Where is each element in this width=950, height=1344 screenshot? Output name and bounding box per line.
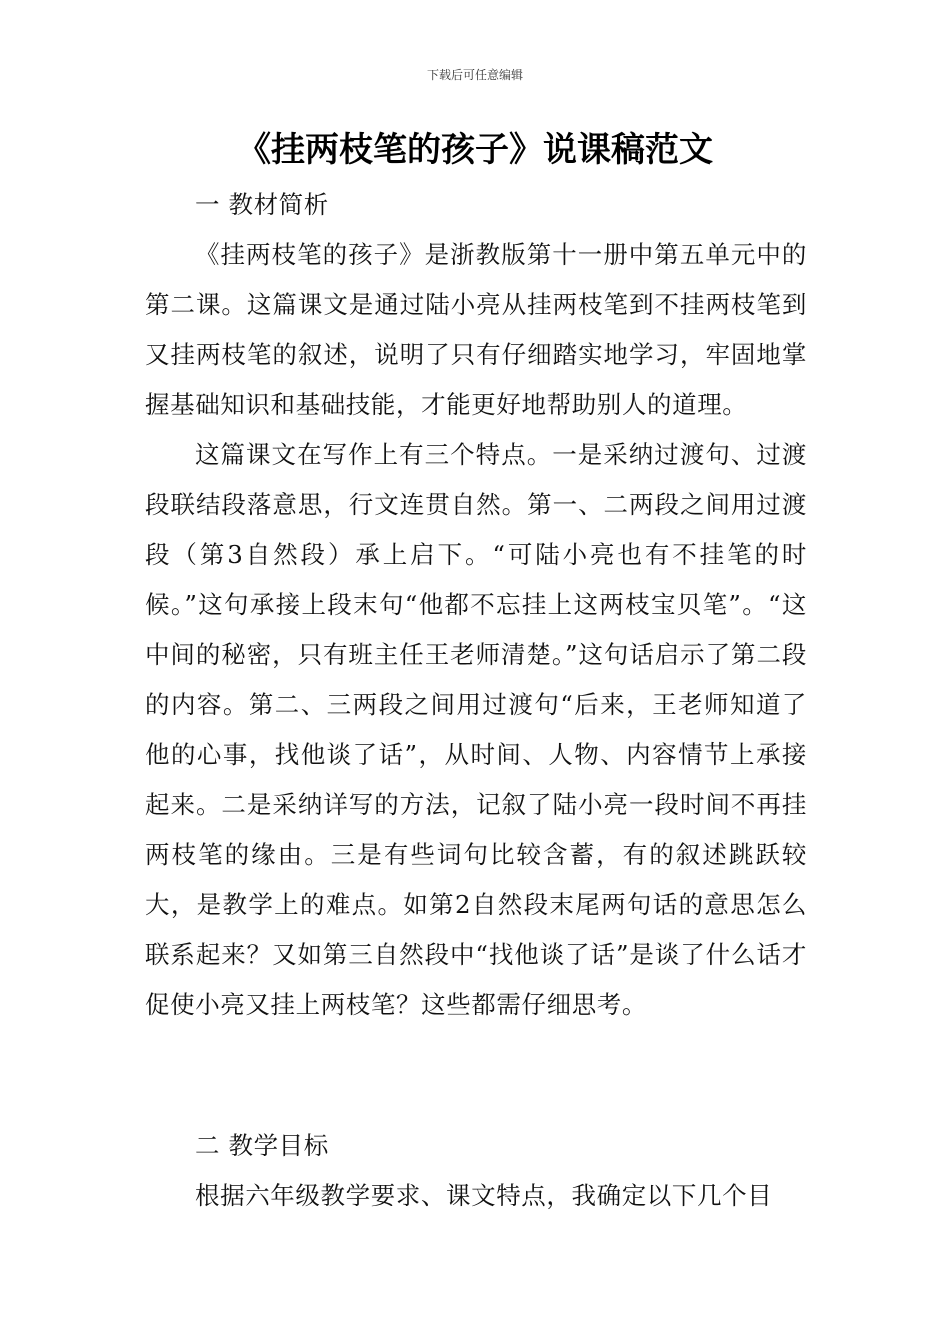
section-textbook-analysis: [145, 180, 807, 1030]
section-heading: 二 教学目标: [195, 1131, 329, 1160]
header-note: 下载后可任意编辑: [426, 68, 523, 82]
section-heading: 一 教材简析: [195, 190, 329, 219]
paragraph: 这篇课文在写作上有三个特点。一是采纳过渡句、过渡段联结段落意思，行文连贯自然。第一、二两段之间用过渡段（第3自然段）承上启下。“可陆小亮也有不挂笔的时候。”这句承接上段末句“他都不忘挂上这两枝宝贝笔”。“这中间的秘密，只有班主任王老师清楚。”这句话启示了第二段的内容。第二、三两段之间用过渡句“后来，王老师知道了他的心事，找他谈了话”，从时间、人物、内容情节上承接起来。二是采纳详写的方法，记叙了陆小亮一段时间不再挂两枝笔的缘由。三是有些词句比较含蓄，有的叙述跳跃较大，是教学上的难点。如第2自然段末尾两句话的意思怎么联系起来？又如第三自然段中“找他谈了话”是谈了什么话才促使小亮又挂上两枝笔？这些都需仔细思考。: [145, 440, 807, 1019]
paragraph: 《挂两枝笔的孩子》是浙教版第十一册中第五单元中的第二课。这篇课文是通过陆小亮从挂两枝笔到不挂两枝笔到又挂两枝笔的叙述，说明了只有仔细踏实地学习，牢固地掌握基础知识和基础技能，才能更好地帮助别人的道理。: [145, 240, 807, 419]
paragraph: 根据六年级教学要求、课文特点，我确定以下几个目: [195, 1181, 773, 1210]
section-teaching-goals: [145, 1121, 807, 1221]
document-title: 《挂两枝笔的孩子》说课稿范文: [237, 130, 713, 170]
